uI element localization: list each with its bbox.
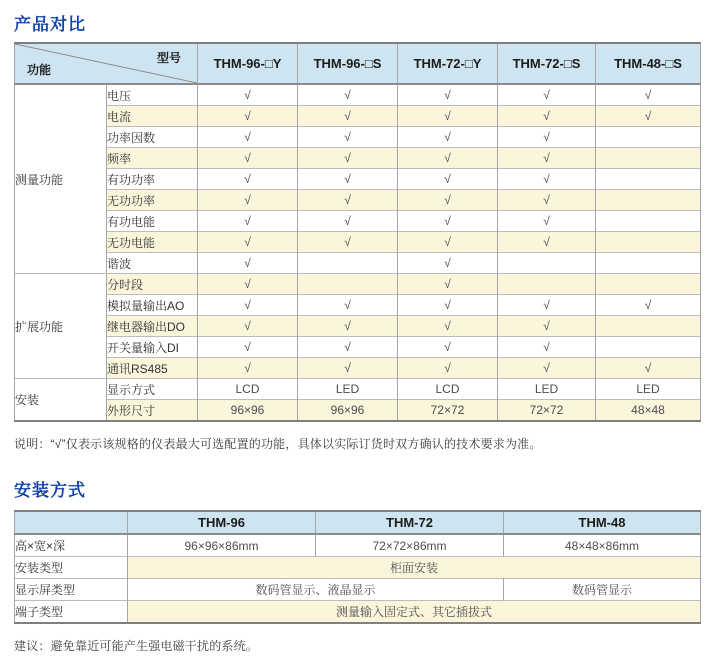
- value-cell: 柜面安装: [128, 557, 701, 579]
- row-label: 分时段: [107, 274, 198, 295]
- value-cell: [498, 274, 596, 295]
- row-label: 继电器输出DO: [107, 316, 198, 337]
- value-cell: [596, 190, 701, 211]
- model-header: THM-72-□Y: [398, 43, 498, 84]
- table-row: [15, 557, 701, 579]
- check-cell: √: [198, 316, 298, 337]
- check-cell: √: [198, 84, 298, 106]
- table-row: [15, 169, 701, 190]
- check-cell: √: [298, 148, 398, 169]
- value-cell: [596, 337, 701, 358]
- check-cell: √: [498, 190, 596, 211]
- table-row: [15, 148, 701, 169]
- value-cell: 72×72: [398, 400, 498, 422]
- check-cell: √: [398, 84, 498, 106]
- value-cell: [596, 127, 701, 148]
- table-row: [15, 379, 701, 400]
- row-label: 模拟量输出AO: [107, 295, 198, 316]
- check-cell: √: [198, 106, 298, 127]
- value-cell: [498, 253, 596, 274]
- value-cell: LCD: [198, 379, 298, 400]
- check-cell: √: [498, 127, 596, 148]
- row-label: 电压: [107, 84, 198, 106]
- group-label: 测量功能: [15, 84, 107, 274]
- corner-function-label: 功能: [27, 63, 52, 77]
- check-cell: √: [498, 232, 596, 253]
- check-cell: √: [298, 316, 398, 337]
- check-cell: √: [398, 358, 498, 379]
- row-label: 无功功率: [107, 190, 198, 211]
- value-cell: [596, 169, 701, 190]
- value-cell: 48×48×86mm: [504, 534, 701, 557]
- table-row: [15, 358, 701, 379]
- corner-model-label: 型号: [156, 51, 181, 65]
- value-cell: 测量输入固定式、其它插拔式: [128, 601, 701, 624]
- value-cell: 48×48: [596, 400, 701, 422]
- group-label: 安装: [15, 379, 107, 422]
- table-row: [15, 337, 701, 358]
- check-cell: √: [198, 211, 298, 232]
- check-cell: √: [398, 169, 498, 190]
- value-cell: [596, 316, 701, 337]
- check-cell: √: [596, 295, 701, 316]
- check-cell: √: [398, 337, 498, 358]
- model-header: THM-72-□S: [498, 43, 596, 84]
- row-label: 电流: [107, 106, 198, 127]
- check-cell: √: [498, 316, 596, 337]
- value-cell: 96×96: [198, 400, 298, 422]
- check-cell: √: [498, 148, 596, 169]
- check-cell: √: [398, 106, 498, 127]
- check-cell: √: [198, 127, 298, 148]
- check-cell: √: [498, 295, 596, 316]
- value-cell: [596, 253, 701, 274]
- value-cell: LED: [498, 379, 596, 400]
- table-row: [15, 579, 701, 601]
- table-row: [15, 84, 701, 106]
- model-header: THM-72: [316, 511, 504, 534]
- installation-note: 建议：避免靠近可能产生强电磁干扰的系统。: [14, 639, 259, 653]
- check-cell: √: [198, 190, 298, 211]
- row-label: 高×宽×深: [15, 534, 128, 557]
- model-header: THM-48: [504, 511, 701, 534]
- check-cell: √: [596, 106, 701, 127]
- table-row: [15, 253, 701, 274]
- row-label: 有功功率: [107, 169, 198, 190]
- check-cell: √: [398, 232, 498, 253]
- check-cell: √: [298, 211, 398, 232]
- value-cell: [596, 274, 701, 295]
- comparison-table: [14, 42, 701, 422]
- check-cell: √: [298, 337, 398, 358]
- value-cell: 数码管显示、液晶显示: [128, 579, 504, 601]
- check-cell: √: [298, 127, 398, 148]
- value-cell: 96×96: [298, 400, 398, 422]
- value-cell: 96×96×86mm: [128, 534, 316, 557]
- corner-cell: [15, 43, 198, 84]
- check-cell: √: [198, 337, 298, 358]
- check-cell: √: [298, 295, 398, 316]
- value-cell: [298, 253, 398, 274]
- row-label: 外形尺寸: [107, 400, 198, 422]
- table-row: [15, 534, 701, 557]
- row-label: 显示屏类型: [15, 579, 128, 601]
- row-label: 安装类型: [15, 557, 128, 579]
- table-row: [15, 316, 701, 337]
- group-label: 扩展功能: [15, 274, 107, 379]
- table-row: [15, 106, 701, 127]
- value-cell: 数码管显示: [504, 579, 701, 601]
- check-cell: √: [398, 274, 498, 295]
- row-label: 谐波: [107, 253, 198, 274]
- check-cell: √: [298, 232, 398, 253]
- check-cell: √: [298, 84, 398, 106]
- check-cell: √: [398, 253, 498, 274]
- check-cell: √: [398, 316, 498, 337]
- row-label: 端子类型: [15, 601, 128, 624]
- installation-header-empty-cell: [15, 511, 128, 534]
- check-cell: √: [198, 232, 298, 253]
- check-cell: √: [498, 211, 596, 232]
- value-cell: 72×72×86mm: [316, 534, 504, 557]
- check-cell: √: [398, 127, 498, 148]
- row-label: 通讯RS485: [107, 358, 198, 379]
- table-row: [15, 127, 701, 148]
- value-cell: LED: [298, 379, 398, 400]
- value-cell: LED: [596, 379, 701, 400]
- value-cell: [596, 148, 701, 169]
- value-cell: 72×72: [498, 400, 596, 422]
- check-cell: √: [498, 337, 596, 358]
- row-label: 开关量输入DI: [107, 337, 198, 358]
- check-cell: √: [298, 169, 398, 190]
- table-row: [15, 274, 701, 295]
- check-cell: √: [298, 358, 398, 379]
- table-row: [15, 211, 701, 232]
- model-header: THM-96: [128, 511, 316, 534]
- model-header: THM-96-□S: [298, 43, 398, 84]
- check-cell: √: [498, 169, 596, 190]
- page-title-product-comparison: 产品对比: [14, 15, 86, 34]
- installation-header-row: [15, 511, 701, 534]
- check-cell: √: [398, 295, 498, 316]
- table-row: [15, 295, 701, 316]
- check-cell: √: [398, 148, 498, 169]
- table-row: [15, 400, 701, 422]
- check-cell: √: [298, 106, 398, 127]
- check-cell: √: [596, 84, 701, 106]
- row-label: 频率: [107, 148, 198, 169]
- value-cell: LCD: [398, 379, 498, 400]
- model-header: THM-96-□Y: [198, 43, 298, 84]
- comparison-note: 说明：“√”仅表示该规格的仪表最大可选配置的功能，具体以实际订货时双方确认的技术要求为准。: [14, 437, 542, 451]
- table-row: [15, 190, 701, 211]
- check-cell: √: [198, 253, 298, 274]
- check-cell: √: [498, 106, 596, 127]
- check-cell: √: [198, 148, 298, 169]
- check-cell: √: [498, 84, 596, 106]
- row-label: 功率因数: [107, 127, 198, 148]
- table-row: [15, 232, 701, 253]
- value-cell: [596, 211, 701, 232]
- value-cell: [298, 274, 398, 295]
- row-label: 有功电能: [107, 211, 198, 232]
- installation-table: [14, 510, 701, 624]
- check-cell: √: [198, 169, 298, 190]
- check-cell: √: [498, 358, 596, 379]
- row-label: 显示方式: [107, 379, 198, 400]
- check-cell: √: [398, 190, 498, 211]
- check-cell: √: [298, 190, 398, 211]
- check-cell: √: [596, 358, 701, 379]
- row-label: 无功电能: [107, 232, 198, 253]
- value-cell: [596, 232, 701, 253]
- model-header: THM-48-□S: [596, 43, 701, 84]
- page-title-installation: 安装方式: [14, 481, 86, 500]
- check-cell: √: [398, 211, 498, 232]
- check-cell: √: [198, 358, 298, 379]
- table-row: [15, 601, 701, 624]
- check-cell: √: [198, 274, 298, 295]
- comparison-header-row: [15, 43, 701, 84]
- check-cell: √: [198, 295, 298, 316]
